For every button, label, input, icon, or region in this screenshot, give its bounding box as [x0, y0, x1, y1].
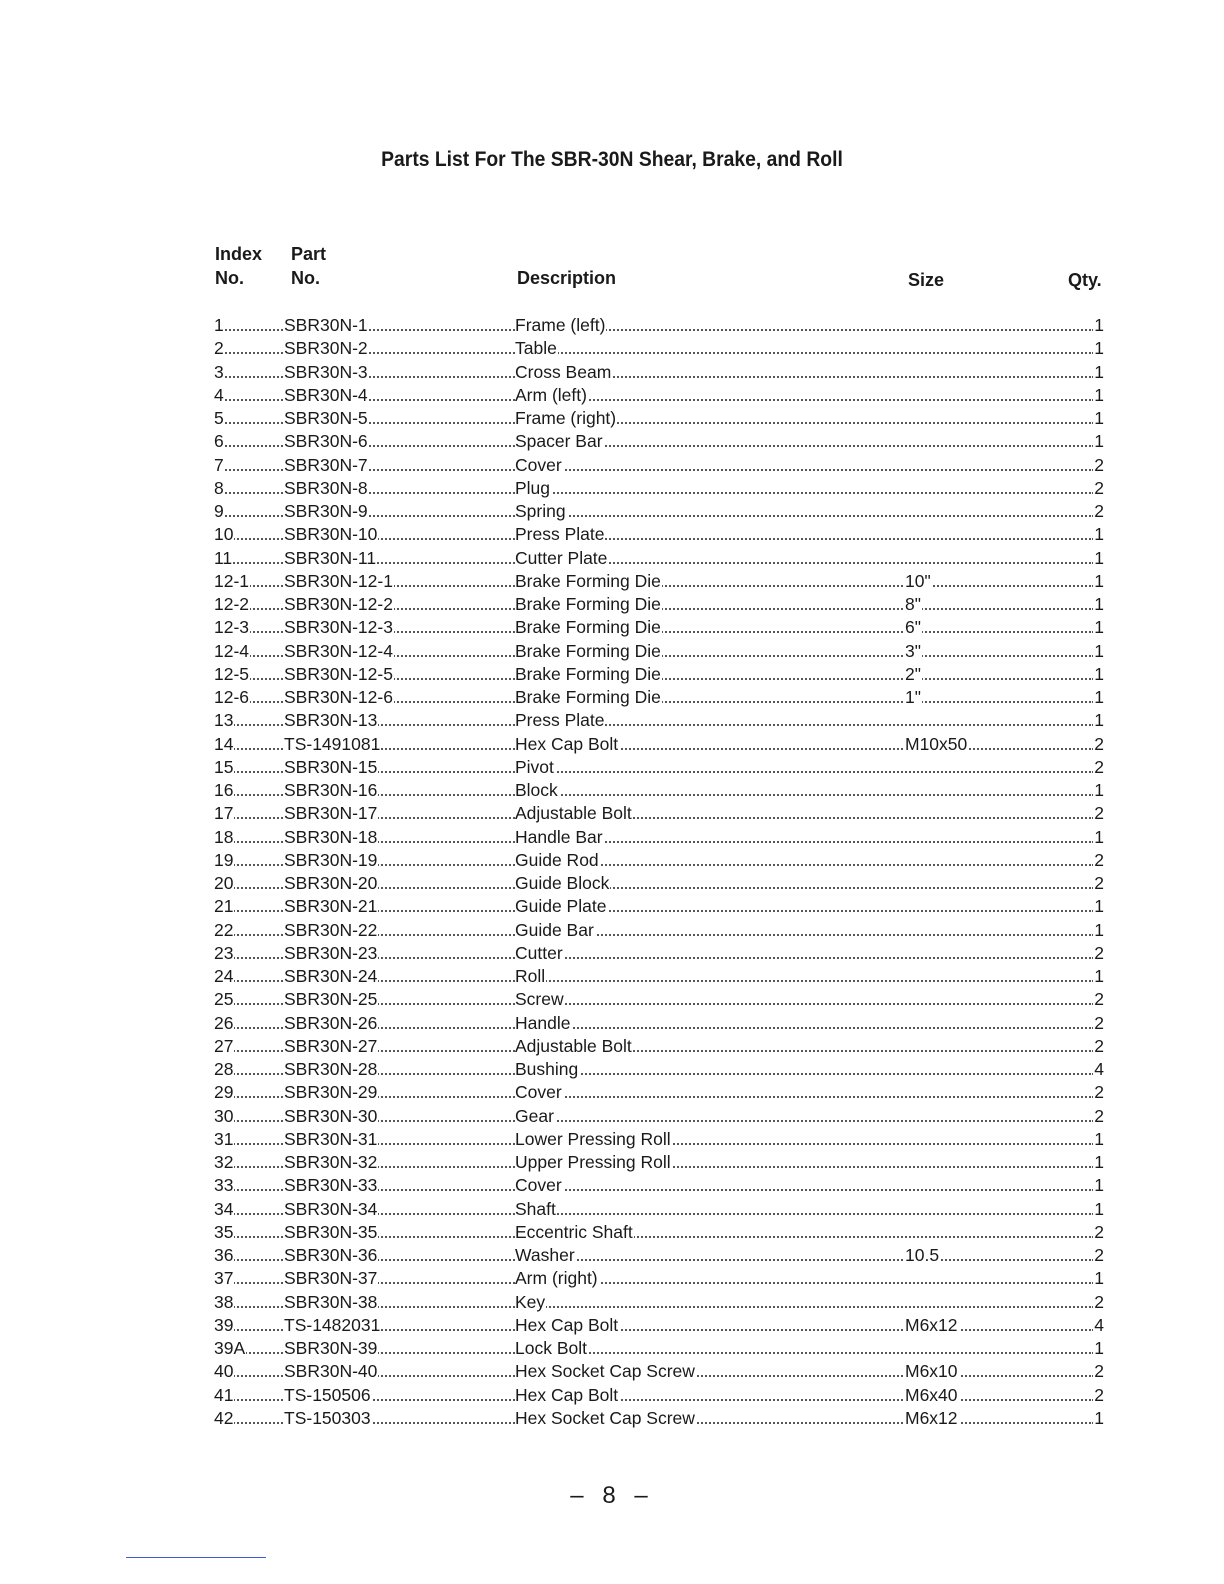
parts-part-number: SBR30N-1 — [284, 315, 368, 335]
parts-qty: 1 — [1094, 1175, 1104, 1196]
parts-qty: 1 — [1094, 826, 1104, 847]
parts-row — [0, 1081, 1224, 1104]
parts-qty: 2 — [1094, 942, 1104, 963]
parts-row — [0, 547, 1224, 570]
parts-part-number: TS-1482031 — [284, 1314, 381, 1335]
parts-size: M6x40 — [905, 1384, 958, 1405]
parts-qty: 4 — [1094, 1314, 1104, 1335]
parts-part-number: SBR30N-25 — [284, 989, 378, 1010]
parts-row — [0, 314, 1224, 337]
parts-qty: 2 — [1094, 756, 1104, 777]
parts-description: Brake Forming Die — [515, 663, 661, 684]
parts-index: 29 — [214, 1082, 234, 1103]
parts-description: Frame (left) — [515, 315, 606, 335]
parts-index: 4 — [214, 384, 224, 405]
parts-qty: 2 — [1094, 1221, 1104, 1242]
parts-row — [0, 849, 1224, 872]
parts-description: Pivot — [515, 756, 554, 777]
parts-description: Brake Forming Die — [515, 687, 661, 707]
parts-part-number: SBR30N-12-1 — [284, 570, 393, 591]
parts-row — [0, 1267, 1224, 1290]
parts-description: Hex Cap Bolt — [515, 733, 619, 754]
page-number: – 8 – — [570, 1482, 654, 1509]
parts-index: 7 — [214, 454, 224, 475]
parts-description: Lock Bolt — [515, 1338, 587, 1358]
parts-description: Guide Plate — [515, 896, 607, 917]
header-description: Description — [517, 268, 617, 288]
parts-description: Adjustable Bolt — [515, 1035, 632, 1056]
parts-description: Bushing — [515, 1059, 579, 1079]
parts-index: 40 — [214, 1361, 234, 1382]
parts-qty: 1 — [1094, 384, 1104, 405]
parts-qty: 2 — [1094, 477, 1104, 498]
parts-part-number: SBR30N-7 — [284, 454, 368, 475]
parts-row — [0, 1198, 1224, 1221]
parts-part-number: TS-150303 — [284, 1407, 371, 1428]
parts-qty: 1 — [1094, 1407, 1104, 1428]
parts-row — [0, 872, 1224, 895]
parts-index: 35 — [214, 1221, 234, 1242]
header-size: Size — [908, 270, 945, 290]
parts-row — [0, 1151, 1224, 1174]
parts-index: 8 — [214, 477, 224, 498]
parts-description: Table — [515, 338, 557, 359]
parts-index: 3 — [214, 361, 224, 382]
parts-part-number: SBR30N-12-2 — [284, 594, 393, 614]
parts-index: 30 — [214, 1105, 234, 1126]
parts-qty: 1 — [1094, 966, 1104, 986]
header-index-line1: Index — [215, 244, 263, 264]
parts-description: Brake Forming Die — [515, 617, 661, 638]
parts-row — [0, 895, 1224, 918]
parts-description: Arm (right) — [515, 1268, 598, 1289]
parts-part-number: SBR30N-27 — [284, 1035, 378, 1056]
header-index — [215, 242, 262, 290]
parts-row — [0, 1407, 1224, 1430]
parts-row — [0, 523, 1224, 546]
parts-row — [0, 407, 1224, 430]
parts-qty: 1 — [1094, 1268, 1104, 1289]
parts-row — [0, 500, 1224, 523]
header-qty: Qty. — [1068, 270, 1102, 290]
parts-description: Guide Block — [515, 873, 610, 893]
parts-size: 10.5 — [905, 1245, 940, 1265]
parts-size: 6" — [905, 617, 921, 638]
parts-index: 10 — [214, 524, 234, 545]
parts-index: 16 — [214, 780, 234, 800]
parts-part-number: SBR30N-28 — [284, 1059, 378, 1079]
parts-part-number: SBR30N-20 — [284, 873, 378, 893]
parts-index: 12-2 — [214, 594, 250, 614]
parts-row — [0, 942, 1224, 965]
parts-part-number: SBR30N-40 — [284, 1361, 378, 1382]
parts-part-number: SBR30N-11 — [284, 547, 377, 568]
parts-index: 12-5 — [214, 663, 250, 684]
parts-row — [0, 686, 1224, 709]
parts-qty: 1 — [1094, 547, 1104, 568]
header-index-line2: No. — [215, 268, 244, 288]
parts-qty: 1 — [1094, 361, 1104, 382]
parts-part-number: SBR30N-9 — [284, 501, 368, 521]
parts-index: 19 — [214, 849, 234, 870]
parts-size: M10x50 — [905, 733, 968, 754]
parts-row — [0, 454, 1224, 477]
parts-index: 17 — [214, 803, 234, 824]
parts-qty: 1 — [1094, 408, 1104, 428]
parts-description: Roll — [515, 966, 546, 986]
parts-size: 8" — [905, 594, 921, 614]
parts-part-number: SBR30N-3 — [284, 361, 368, 382]
parts-index: 41 — [214, 1384, 234, 1405]
parts-qty: 2 — [1094, 1384, 1104, 1405]
parts-part-number: SBR30N-23 — [284, 942, 378, 963]
parts-description: Screw — [515, 989, 564, 1010]
parts-description: Press Plate — [515, 710, 605, 731]
parts-qty: 1 — [1094, 919, 1104, 940]
parts-row — [0, 826, 1224, 849]
parts-part-number: SBR30N-8 — [284, 477, 368, 498]
parts-row — [0, 1360, 1224, 1383]
parts-description: Shaft — [515, 1198, 556, 1219]
parts-index: 9 — [214, 501, 224, 521]
parts-part-number: SBR30N-15 — [284, 756, 378, 777]
parts-index: 15 — [214, 756, 234, 777]
parts-description: Brake Forming Die — [515, 640, 661, 661]
parts-index: 37 — [214, 1268, 234, 1289]
parts-part-number: SBR30N-22 — [284, 919, 378, 940]
parts-index: 42 — [214, 1407, 234, 1428]
parts-row — [0, 616, 1224, 639]
parts-qty: 1 — [1094, 710, 1104, 731]
parts-description: Hex Socket Cap Screw — [515, 1361, 695, 1382]
parts-row — [0, 1105, 1224, 1128]
parts-description: Gear — [515, 1105, 554, 1126]
header-part — [291, 242, 326, 290]
parts-index: 36 — [214, 1245, 234, 1265]
parts-index: 18 — [214, 826, 234, 847]
parts-qty: 1 — [1094, 315, 1104, 335]
parts-qty: 1 — [1094, 640, 1104, 661]
parts-qty: 1 — [1094, 524, 1104, 545]
parts-description: Cover — [515, 1082, 562, 1103]
parts-description: Frame (right) — [515, 408, 617, 428]
parts-description: Press Plate — [515, 524, 605, 545]
parts-index: 12-6 — [214, 687, 250, 707]
parts-row — [0, 430, 1224, 453]
parts-row — [0, 1058, 1224, 1081]
parts-row — [0, 384, 1224, 407]
parts-description: Upper Pressing Roll — [515, 1152, 671, 1172]
parts-qty: 2 — [1094, 873, 1104, 893]
parts-index: 32 — [214, 1152, 234, 1172]
parts-index: 5 — [214, 408, 224, 428]
parts-row — [0, 361, 1224, 384]
parts-index: 31 — [214, 1128, 234, 1149]
page-title: Parts List For The SBR-30N Shear, Brake, and Roll — [381, 148, 843, 171]
parts-index: 13 — [214, 710, 234, 731]
header-part-line2: No. — [291, 268, 320, 288]
parts-size: M6x10 — [905, 1361, 958, 1382]
parts-index: 26 — [214, 1012, 234, 1033]
parts-row — [0, 988, 1224, 1011]
parts-part-number: SBR30N-12-3 — [284, 617, 393, 638]
parts-row — [0, 1221, 1224, 1244]
parts-qty: 2 — [1094, 454, 1104, 475]
parts-part-number: SBR30N-26 — [284, 1012, 378, 1033]
parts-index: 14 — [214, 733, 234, 754]
parts-row — [0, 1384, 1224, 1407]
parts-description: Hex Cap Bolt — [515, 1384, 619, 1405]
parts-row — [0, 1012, 1224, 1035]
parts-qty: 2 — [1094, 849, 1104, 870]
parts-description: Guide Bar — [515, 919, 594, 940]
parts-size: 1" — [905, 687, 921, 707]
parts-description: Key — [515, 1291, 546, 1312]
parts-description: Spring — [515, 501, 566, 521]
parts-index: 28 — [214, 1059, 234, 1079]
parts-qty: 2 — [1094, 1082, 1104, 1103]
parts-qty: 1 — [1094, 896, 1104, 917]
parts-description: Spacer Bar — [515, 431, 603, 452]
parts-description: Hex Cap Bolt — [515, 1314, 619, 1335]
parts-qty: 1 — [1094, 570, 1104, 591]
parts-qty: 2 — [1094, 733, 1104, 754]
parts-qty: 2 — [1094, 1035, 1104, 1056]
parts-index: 38 — [214, 1291, 234, 1312]
parts-description: Brake Forming Die — [515, 594, 661, 614]
parts-row — [0, 1174, 1224, 1197]
parts-size: 2" — [905, 663, 921, 684]
parts-part-number: SBR30N-13 — [284, 710, 378, 731]
parts-part-number: SBR30N-36 — [284, 1245, 378, 1265]
parts-part-number: TS-150506 — [284, 1384, 371, 1405]
parts-description: Handle — [515, 1012, 571, 1033]
parts-part-number: SBR30N-33 — [284, 1175, 378, 1196]
parts-part-number: SBR30N-35 — [284, 1221, 378, 1242]
parts-row — [0, 1128, 1224, 1151]
parts-qty: 2 — [1094, 803, 1104, 824]
parts-row — [0, 640, 1224, 663]
parts-qty: 1 — [1094, 1128, 1104, 1149]
parts-part-number: SBR30N-12-5 — [284, 663, 393, 684]
parts-qty: 1 — [1094, 431, 1104, 452]
parts-part-number: SBR30N-31 — [284, 1128, 378, 1149]
parts-qty: 2 — [1094, 1245, 1104, 1265]
parts-qty: 4 — [1094, 1059, 1104, 1079]
parts-size: 10" — [905, 570, 931, 591]
parts-qty: 1 — [1094, 617, 1104, 638]
parts-part-number: SBR30N-6 — [284, 431, 368, 452]
parts-qty: 2 — [1094, 1105, 1104, 1126]
parts-index: 22 — [214, 919, 234, 940]
parts-part-number: TS-1491081 — [284, 733, 381, 754]
parts-qty: 1 — [1094, 1152, 1104, 1172]
parts-part-number: SBR30N-32 — [284, 1152, 378, 1172]
parts-description: Plug — [515, 477, 551, 498]
parts-index: 11 — [214, 547, 233, 568]
parts-part-number: SBR30N-17 — [284, 803, 378, 824]
parts-part-number: SBR30N-12-4 — [284, 640, 393, 661]
parts-row — [0, 709, 1224, 732]
parts-index: 33 — [214, 1175, 234, 1196]
parts-part-number: SBR30N-21 — [284, 896, 378, 917]
parts-description: Brake Forming Die — [515, 570, 661, 591]
parts-size: 3" — [905, 640, 921, 661]
parts-qty: 2 — [1094, 1361, 1104, 1382]
parts-index: 23 — [214, 942, 234, 963]
parts-description: Washer — [515, 1245, 575, 1265]
parts-row — [0, 919, 1224, 942]
parts-row — [0, 1337, 1224, 1360]
parts-index: 1 — [214, 315, 224, 335]
parts-part-number: SBR30N-30 — [284, 1105, 378, 1126]
parts-index: 20 — [214, 873, 234, 893]
parts-description: Adjustable Bolt — [515, 803, 632, 824]
parts-part-number: SBR30N-5 — [284, 408, 368, 428]
parts-index: 12-1 — [214, 570, 250, 591]
parts-part-number: SBR30N-19 — [284, 849, 378, 870]
parts-description: Cutter — [515, 942, 563, 963]
parts-row — [0, 663, 1224, 686]
parts-description: Cutter Plate — [515, 547, 608, 568]
parts-description: Hex Socket Cap Screw — [515, 1407, 695, 1428]
parts-description: Block — [515, 780, 558, 800]
parts-description: Handle Bar — [515, 826, 603, 847]
parts-part-number: SBR30N-18 — [284, 826, 378, 847]
parts-index: 27 — [214, 1035, 234, 1056]
parts-description: Cross Beam — [515, 361, 612, 382]
parts-qty: 2 — [1094, 1291, 1104, 1312]
parts-index: 6 — [214, 431, 224, 452]
parts-index: 25 — [214, 989, 234, 1010]
parts-index: 12-4 — [214, 640, 250, 661]
parts-qty: 1 — [1094, 687, 1104, 707]
parts-description: Cover — [515, 454, 562, 475]
parts-part-number: SBR30N-29 — [284, 1082, 378, 1103]
parts-row — [0, 965, 1224, 988]
parts-part-number: SBR30N-12-6 — [284, 687, 393, 707]
parts-qty: 1 — [1094, 594, 1104, 614]
parts-description: Arm (left) — [515, 384, 587, 405]
parts-part-number: SBR30N-39 — [284, 1338, 378, 1358]
parts-part-number: SBR30N-10 — [284, 524, 378, 545]
parts-index: 24 — [214, 966, 234, 986]
parts-row — [0, 756, 1224, 779]
parts-index: 39 — [214, 1314, 234, 1335]
parts-row — [0, 477, 1224, 500]
parts-qty: 1 — [1094, 1338, 1104, 1358]
parts-row — [0, 1035, 1224, 1058]
parts-qty: 2 — [1094, 989, 1104, 1010]
footer-rule — [126, 1557, 266, 1558]
parts-index: 2 — [214, 338, 224, 359]
parts-qty: 1 — [1094, 780, 1104, 800]
parts-row — [0, 779, 1224, 802]
parts-index: 34 — [214, 1198, 234, 1219]
parts-part-number: SBR30N-34 — [284, 1198, 378, 1219]
parts-description: Cover — [515, 1175, 562, 1196]
parts-row — [0, 1244, 1224, 1267]
parts-row — [0, 733, 1224, 756]
parts-description: Lower Pressing Roll — [515, 1128, 671, 1149]
parts-size: M6x12 — [905, 1407, 958, 1428]
parts-description: Guide Rod — [515, 849, 599, 870]
parts-row — [0, 337, 1224, 360]
parts-index: 21 — [214, 896, 234, 917]
parts-qty: 1 — [1094, 338, 1104, 359]
parts-size: M6x12 — [905, 1314, 958, 1335]
parts-qty: 1 — [1094, 663, 1104, 684]
parts-description: Eccentric Shaft — [515, 1221, 633, 1242]
parts-qty: 1 — [1094, 1198, 1104, 1219]
parts-index: 12-3 — [214, 617, 250, 638]
parts-part-number: SBR30N-37 — [284, 1268, 378, 1289]
parts-qty: 2 — [1094, 1012, 1104, 1033]
header-part-line1: Part — [291, 244, 327, 264]
parts-row — [0, 1314, 1224, 1337]
parts-part-number: SBR30N-16 — [284, 780, 378, 800]
parts-row — [0, 1291, 1224, 1314]
parts-index: 39A — [214, 1338, 246, 1358]
parts-row — [0, 593, 1224, 616]
parts-part-number: SBR30N-24 — [284, 966, 378, 986]
parts-qty: 2 — [1094, 501, 1104, 521]
parts-part-number: SBR30N-4 — [284, 384, 368, 405]
parts-part-number: SBR30N-2 — [284, 338, 368, 359]
parts-part-number: SBR30N-38 — [284, 1291, 378, 1312]
parts-row — [0, 802, 1224, 825]
parts-row — [0, 570, 1224, 593]
